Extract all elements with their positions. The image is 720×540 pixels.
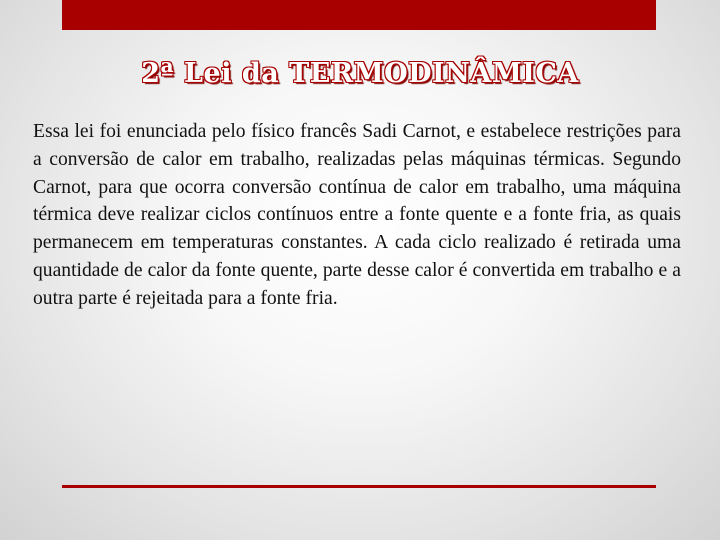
top-accent-bar bbox=[62, 0, 656, 30]
slide-body-text: Essa lei foi enunciada pelo físico francês Sadi Carnot, e estabelece restrições para a conversão de calor em trabalho, realizadas pelas máquinas térmicas. Segundo Carnot, para que ocorra conversão contínua de calor em trabalho, uma máquina térmica deve realizar ciclos contínuos entre a fonte quente e a fonte fria, as quais permanecem em temperaturas constantes. A cada ciclo realizado é retirada uma quantidade de calor da fonte quente, parte desse calor é convertida em trabalho e a outra parte é rejeitada para a fonte fria. bbox=[33, 121, 681, 309]
bottom-divider bbox=[62, 485, 656, 488]
slide-title: 2ª Lei da TERMODINÂMICA bbox=[141, 58, 579, 89]
